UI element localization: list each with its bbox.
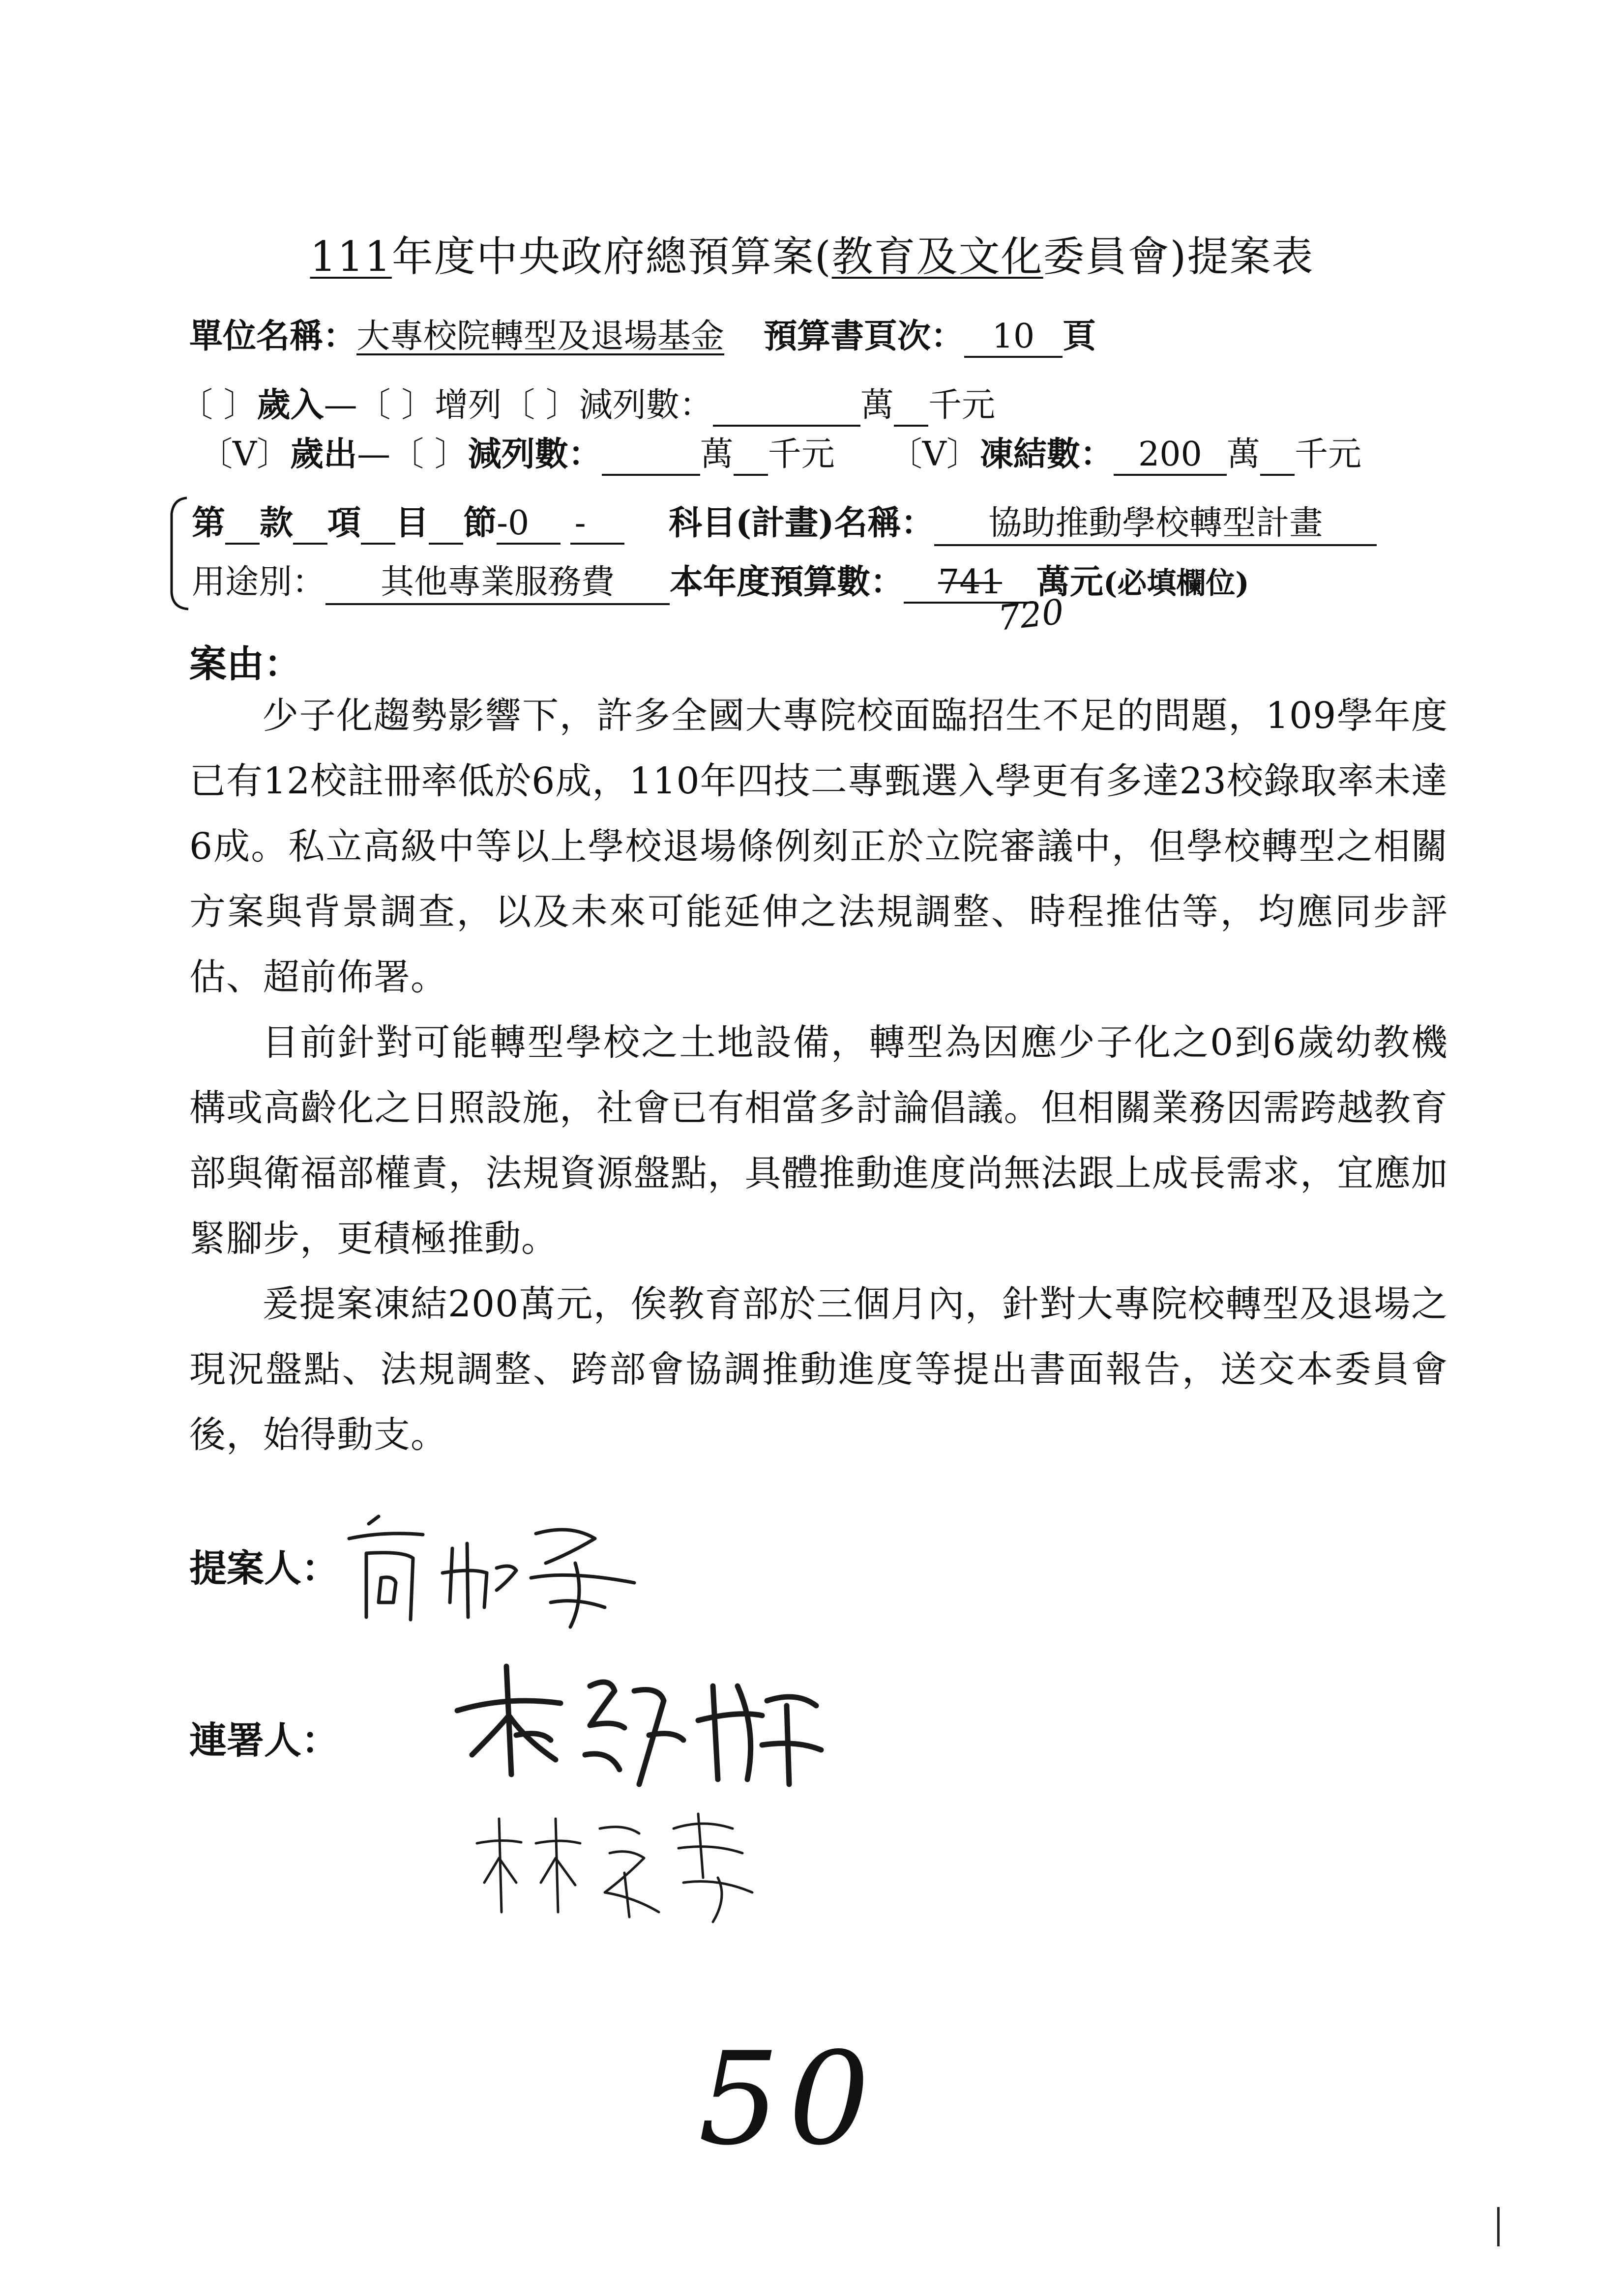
budget-required: (必填欄位) bbox=[1103, 566, 1249, 601]
proposer-label: 提案人： bbox=[189, 1546, 339, 1590]
expense-wan: 萬 bbox=[700, 435, 734, 474]
jie-blank bbox=[429, 504, 463, 545]
scan-mark bbox=[1497, 2207, 1500, 2246]
revenue-label: 歲入 bbox=[257, 385, 324, 425]
usage-row bbox=[192, 555, 1249, 605]
jie-label: 節 bbox=[463, 503, 497, 543]
title-year: 111 bbox=[310, 233, 392, 281]
expense-wan-blank bbox=[602, 435, 700, 476]
page-label: 預算書頁次： bbox=[764, 317, 965, 356]
budget-corrected: 720 bbox=[996, 591, 1066, 639]
mu-label: 目 bbox=[395, 503, 429, 543]
mu-blank bbox=[361, 504, 395, 545]
title-committee: 教育及文化 bbox=[831, 233, 1043, 281]
increase-bracket: 〔 〕 bbox=[357, 386, 435, 425]
bracket-mark bbox=[165, 494, 189, 612]
title-part-b: 委員會)提案表 bbox=[1043, 233, 1314, 281]
kuan-blank bbox=[225, 504, 260, 545]
revenue-dash: — bbox=[324, 386, 357, 425]
reason-paragraph-2: 目前針對可能轉型學校之土地設備，轉型為因應少子化之0到6歲幼教機構或高齡化之日照設施，社會已有相當多討論倡議。但相關業務因需跨越教育部與衛福部權責，法規資源盤點，具體推動進度尚無法跟上成長需求，宜應加緊腳步，更積極推動。 bbox=[189, 1021, 1448, 1260]
revenue-qian: 千元 bbox=[928, 386, 995, 425]
freeze-bracket: 〔V〕 bbox=[888, 435, 980, 474]
cosigner-label: 連署人： bbox=[189, 1718, 339, 1762]
xiang-label: 項 bbox=[327, 503, 361, 543]
expense-bracket: 〔V〕 bbox=[199, 435, 291, 474]
revenue-row bbox=[179, 378, 995, 427]
budget-unit: 萬元 bbox=[1036, 562, 1104, 602]
subject-label: 科目(計畫)名稱： bbox=[669, 503, 935, 543]
page-number: 50 bbox=[698, 2025, 879, 2174]
unit-row bbox=[189, 310, 1096, 358]
kuan-label: 第 bbox=[192, 503, 226, 543]
reason-label: 案由： bbox=[189, 642, 301, 686]
jie-dash: - bbox=[570, 504, 590, 545]
revenue-wan-blank bbox=[713, 386, 860, 427]
title-part-a: 年度中央政府總預算案( bbox=[391, 233, 832, 281]
freeze-qian: 千元 bbox=[1294, 435, 1361, 474]
page-value: 10 bbox=[964, 317, 1063, 358]
expense-dash: — bbox=[357, 435, 391, 474]
usage-label: 用途別： bbox=[192, 563, 326, 602]
item-row bbox=[192, 496, 1377, 546]
unit-label: 單位名稱： bbox=[189, 317, 357, 356]
xiang-blank bbox=[293, 504, 327, 545]
usage-value: 其他專業服務費 bbox=[325, 555, 670, 605]
budget-label: 本年度預算數： bbox=[670, 562, 904, 602]
increase-label: 增列 bbox=[435, 386, 502, 425]
revenue-bracket: 〔 〕 bbox=[179, 386, 257, 425]
jie-blank-2 bbox=[590, 504, 624, 545]
page-title bbox=[0, 224, 1624, 283]
expense-decrease-label: 減列數： bbox=[468, 435, 602, 474]
kuan2-label: 款 bbox=[260, 503, 294, 543]
freeze-wan: 萬 bbox=[1226, 435, 1260, 474]
expense-label: 歲出 bbox=[290, 435, 357, 474]
reason-paragraph-1: 少子化趨勢影響下，許多全國大專院校面臨招生不足的問題，109學年度已有12校註冊率低於6成，110年四技二專甄選入學更有多達23校錄取率未達6成。私立高級中等以上學校退場條例刻正於立院審議中，但學校轉型之相關方案與背景調查，以及未來可能延伸之法規調整、時程推估等，均應同步評估、超前佈署。 bbox=[189, 695, 1448, 998]
freeze-qian-blank bbox=[1260, 435, 1295, 476]
revenue-decrease-label: 減列數： bbox=[579, 386, 713, 425]
expense-qian-blank bbox=[734, 435, 768, 476]
unit-value: 大專校院轉型及退場基金 bbox=[356, 317, 725, 356]
expense-qian: 千元 bbox=[768, 435, 835, 474]
jie-value: -0 bbox=[497, 504, 561, 545]
expense-decrease-bracket: 〔 〕 bbox=[390, 435, 468, 474]
freeze-label: 凍結數： bbox=[979, 435, 1114, 474]
subject-value: 協助推動學校轉型計畫 bbox=[934, 496, 1377, 546]
freeze-value: 200 bbox=[1114, 435, 1227, 476]
revenue-qian-blank bbox=[894, 386, 928, 427]
decrease-bracket: 〔 〕 bbox=[502, 386, 579, 425]
cosigner-signature-1 bbox=[443, 1657, 826, 1804]
expense-row bbox=[199, 428, 1361, 476]
reason-paragraph-3: 爰提案凍結200萬元，俟教育部於三個月內，針對大專院校轉型及退場之現況盤點、法規調整、跨部會協調推動進度等提出書面報告，送交本委員會後，始得動支。 bbox=[189, 1283, 1448, 1456]
proposer-signature bbox=[339, 1504, 644, 1637]
budget-value: 741 bbox=[904, 563, 1036, 604]
page-unit: 頁 bbox=[1063, 317, 1096, 356]
revenue-wan: 萬 bbox=[860, 386, 894, 425]
cosigner-signature-2 bbox=[467, 1799, 772, 1927]
reason-body bbox=[189, 683, 1448, 1468]
